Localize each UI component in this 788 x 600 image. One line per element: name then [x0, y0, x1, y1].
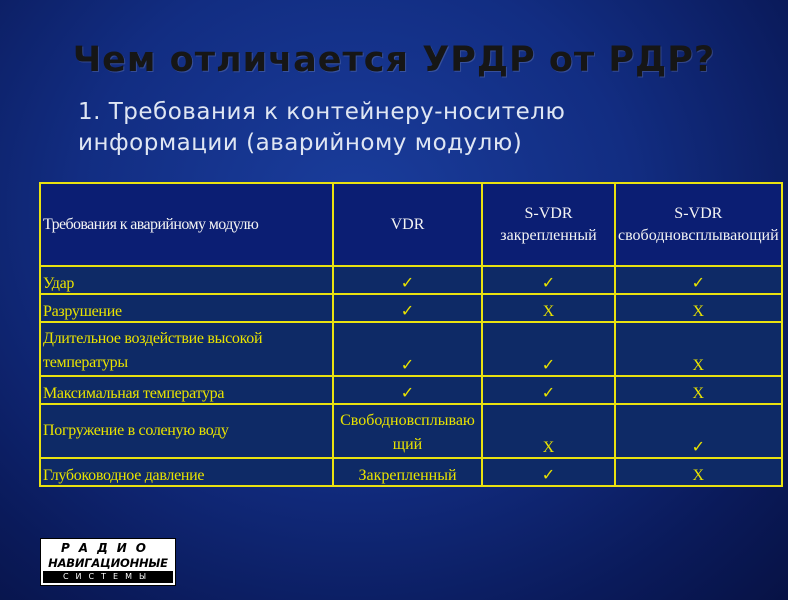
cell-svdr-float: ✓: [615, 404, 782, 458]
header-svdr-fixed: S-VDR закрепленный: [482, 183, 615, 266]
row-requirement: Длительное воздействие высокой температуры: [40, 322, 333, 376]
cell-vdr: ✓: [333, 376, 482, 404]
cell-svdr-float: X: [615, 376, 782, 404]
slide-subtitle: 1. Требования к контейнеру-носителю информации (аварийному модулю): [78, 99, 566, 156]
row-requirement: Удар: [40, 266, 333, 294]
company-logo: [40, 538, 176, 586]
cell-svdr-fixed: X: [482, 404, 615, 458]
comparison-table: [39, 182, 783, 487]
slide-title: Чем отличается УРДР от РДР?: [72, 40, 716, 80]
cell-svdr-fixed: ✓: [482, 266, 615, 294]
row-requirement: Погружение в соленую воду: [40, 404, 333, 458]
cell-vdr: ✓: [333, 294, 482, 322]
cell-svdr-fixed: ✓: [482, 458, 615, 486]
cell-vdr: Свободновсплывающий: [333, 404, 482, 458]
cell-svdr-fixed: ✓: [482, 376, 615, 404]
cell-svdr-float: X: [615, 294, 782, 322]
logo-line-navigation: НАВИГАЦИОННЫЕ: [48, 556, 168, 570]
table-row: [40, 266, 782, 294]
row-requirement: Максимальная температура: [40, 376, 333, 404]
table-row: [40, 458, 782, 486]
table-row: [40, 322, 782, 376]
cell-svdr-float: X: [615, 458, 782, 486]
cell-vdr: ✓: [333, 322, 482, 376]
table-row: [40, 294, 782, 322]
cell-svdr-fixed: X: [482, 294, 615, 322]
table-row: [40, 404, 782, 458]
cell-vdr: Закрепленный: [333, 458, 482, 486]
logo-line-systems: СИСТЕМЫ: [43, 571, 173, 583]
header-svdr-float: S-VDR свободновсплывающий: [615, 183, 782, 266]
logo-line-radio: РАДИО: [60, 541, 155, 555]
row-requirement: Глубоководное давление: [40, 458, 333, 486]
table-header-row: [40, 183, 782, 266]
cell-svdr-fixed: ✓: [482, 322, 615, 376]
header-vdr: VDR: [333, 183, 482, 266]
cell-svdr-float: X: [615, 322, 782, 376]
header-requirements: Требования к аварийному модулю: [40, 183, 333, 266]
cell-svdr-float: ✓: [615, 266, 782, 294]
cell-vdr: ✓: [333, 266, 482, 294]
table-row: [40, 376, 782, 404]
row-requirement: Разрушение: [40, 294, 333, 322]
